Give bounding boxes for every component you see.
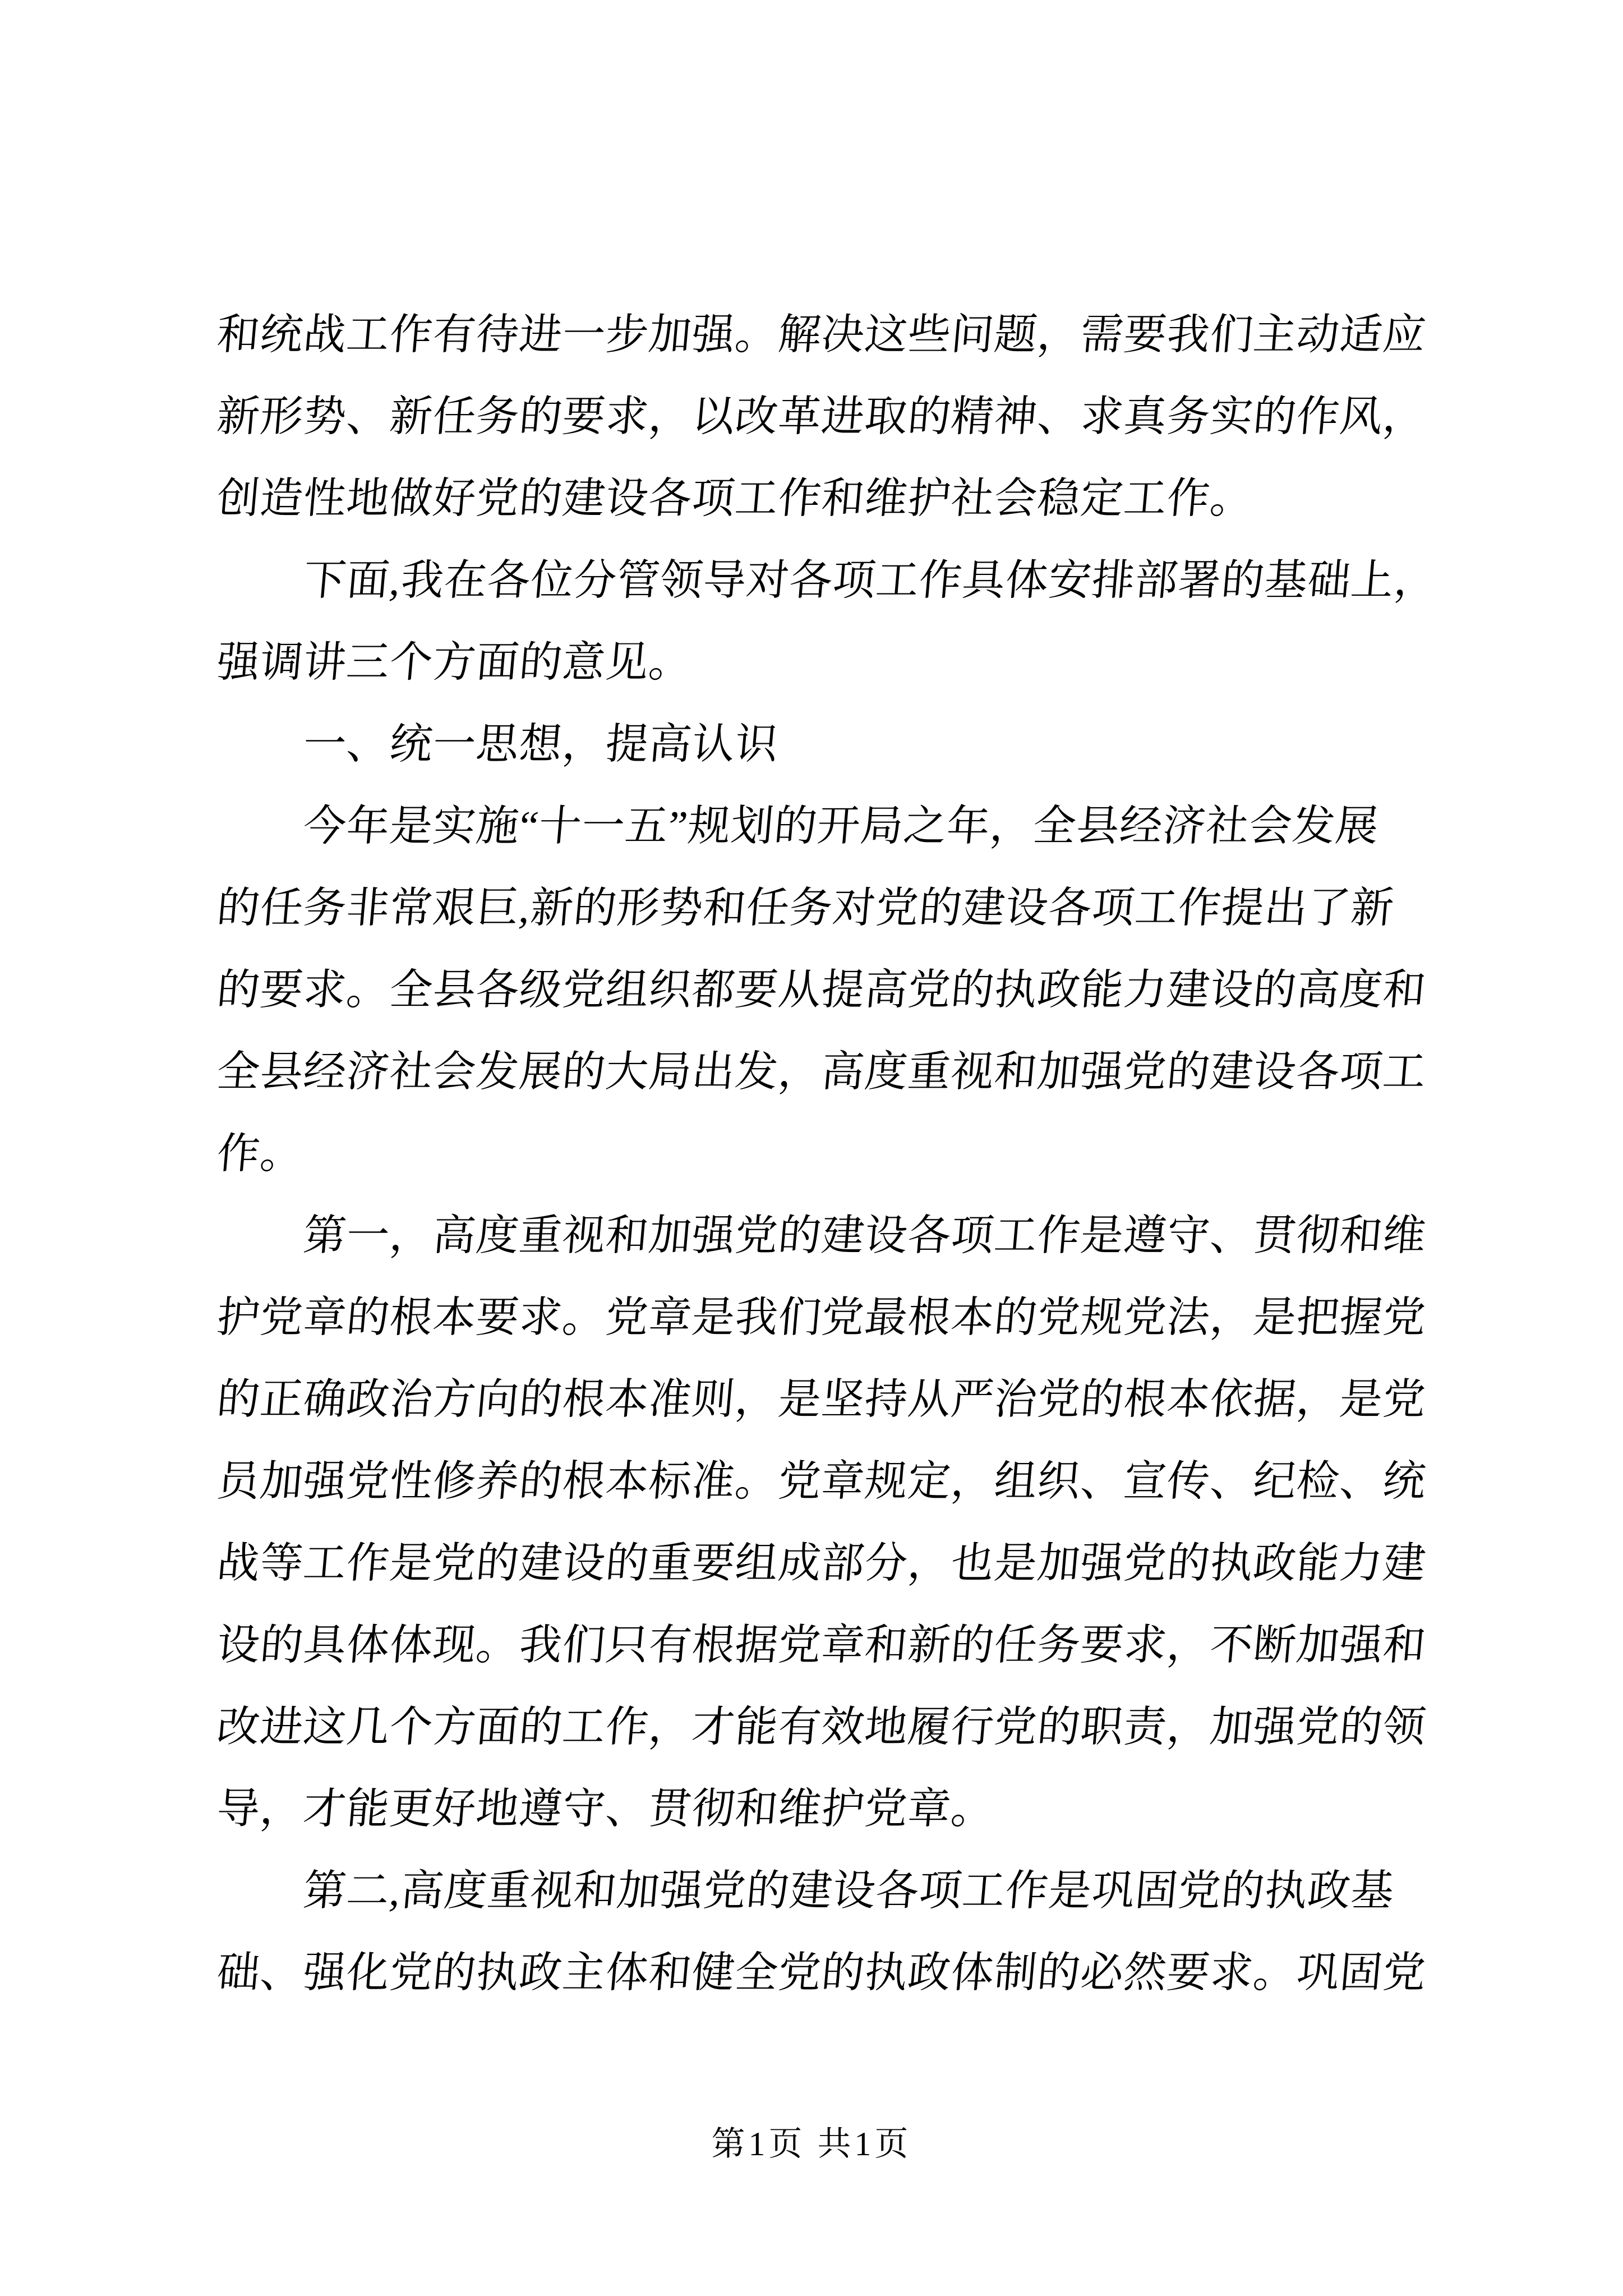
page-number-indicator: 第1页 共1页 [711,2125,912,2162]
text-line: 新形势、新任务的要求，以改革进取的精神、求真务实的作风， [215,393,1428,440]
text-line: 员加强党性修养的根本标准。党章规定，组织、宣传、纪检、统 [215,1458,1428,1505]
document-body [215,294,1440,2014]
text-line: 创造性地做好党的建设各项工作和维护社会稳定工作。 [215,475,1256,522]
text-line: 设的具体体现。我们只有根据党章和新的任务要求，不断加强和 [215,1622,1428,1669]
text-line: 战等工作是党的建设的重要组成部分，也是加强党的执政能力建 [215,1540,1428,1587]
text-line: 导，才能更好地遵守、贯彻和维护党章。 [215,1786,997,1833]
text-line: 改进这几个方面的工作，才能有效地履行党的职责，加强党的领 [215,1704,1428,1751]
text-line: 作。 [215,1130,306,1177]
text-line: 护党章的根本要求。党章是我们党最根本的党规党法，是把握党 [215,1294,1428,1341]
text-line: 强调讲三个方面的意见。 [215,639,694,686]
text-line: 今年是实施“十一五”规划的开局之年，全县经济社会发展 [301,803,1381,850]
text-line: 础、强化党的执政主体和健全党的执政体制的必然要求。巩固党 [215,1949,1428,1996]
text-line: 全县经济社会发展的大局出发，高度重视和加强党的建设各项工 [215,1048,1428,1096]
page-footer [0,2122,1623,2166]
text-line: 第一，高度重视和加强党的建设各项工作是遵守、贯彻和维 [301,1212,1428,1259]
text-line: 的任务非常艰巨,新的形势和任务对党的建设各项工作提出了新 [215,885,1396,932]
text-line: 一、统一思想，提高认识 [301,721,781,768]
text-line: 的要求。全县各级党组织都要从提高党的执政能力建设的高度和 [215,967,1428,1014]
text-line: 的正确政治方向的根本准则，是坚持从严治党的根本依据，是党 [215,1376,1428,1423]
text-line: 下面,我在各位分管领导对各项工作具体安排部署的基础上， [301,557,1440,604]
text-line: 和统战工作有待进一步加强。解决这些问题，需要我们主动适应 [215,311,1428,358]
text-line: 第二,高度重视和加强党的建设各项工作是巩固党的执政基 [301,1867,1396,1915]
